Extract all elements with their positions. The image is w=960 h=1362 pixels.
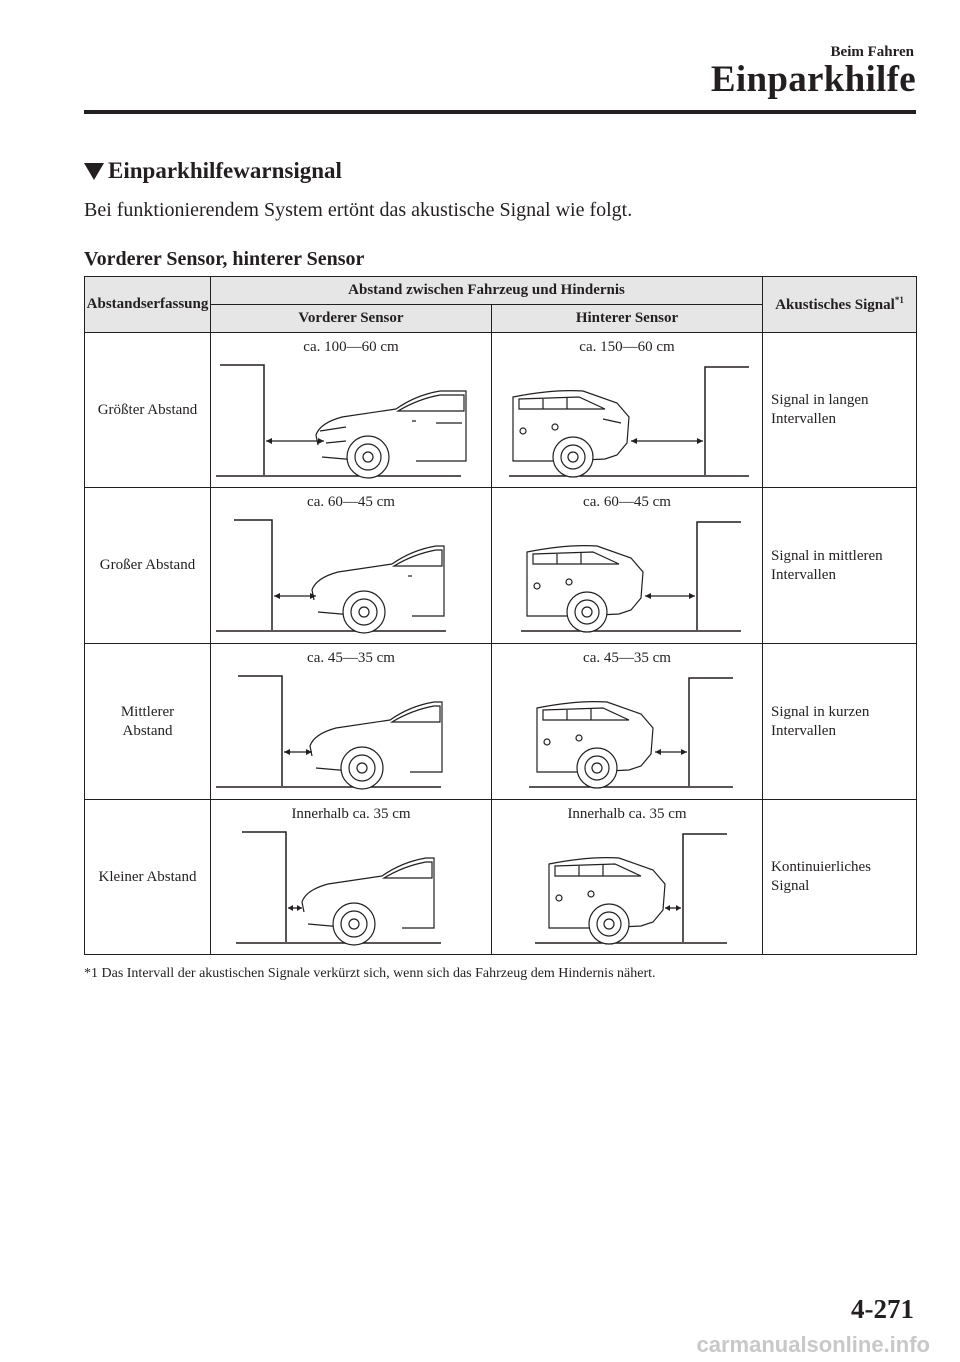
footnote: *1 Das Intervall der akustischen Signale verkürzt sich, wenn sich das Fahrzeug dem Hindernis nähert. — [84, 966, 656, 981]
rear-car-illustration — [497, 824, 757, 949]
rear-distance-range: Innerhalb ca. 35 cm — [567, 806, 687, 822]
table-row — [85, 333, 917, 488]
front-sensor-cell — [211, 488, 492, 644]
front-car-illustration — [216, 357, 486, 482]
header-signal — [763, 277, 917, 333]
header-detection: Abstandserfassung — [85, 277, 211, 333]
page-number: 4-271 — [851, 1294, 914, 1324]
intro-text: Bei funktionierendem System ertönt das akustische Signal wie folgt. — [84, 199, 633, 221]
front-sensor-cell — [211, 800, 492, 955]
front-distance-range: ca. 60—45 cm — [307, 494, 395, 510]
header-signal-text: Akustisches Signal — [775, 297, 895, 313]
rear-sensor-cell — [492, 488, 763, 644]
rear-car-illustration — [497, 512, 757, 637]
header-rule — [84, 110, 916, 114]
warning-signal-table — [84, 276, 917, 955]
chapter-label: Beim Fahren — [830, 44, 914, 60]
front-car-illustration — [216, 824, 486, 949]
page-header-title: Einparkhilfe — [710, 59, 916, 100]
triangle-bullet-icon — [84, 163, 104, 180]
rear-distance-range: ca. 150—60 cm — [579, 339, 675, 355]
front-car-illustration — [216, 512, 486, 637]
signal-description: Signal in mittleren Intervallen — [763, 488, 917, 644]
rear-sensor-cell — [492, 800, 763, 955]
header-rear-sensor: Hinterer Sensor — [492, 305, 763, 333]
distance-category: Mittlerer Abstand — [85, 644, 211, 800]
table-row — [85, 644, 917, 800]
front-distance-range: ca. 100—60 cm — [303, 339, 399, 355]
rear-distance-range: ca. 45—35 cm — [583, 650, 671, 666]
header-distance: Abstand zwischen Fahrzeug und Hindernis — [211, 277, 763, 305]
footnote-mark: *1 — [894, 295, 904, 305]
rear-sensor-cell — [492, 333, 763, 488]
table-row — [85, 488, 917, 644]
distance-category: Größter Abstand — [85, 333, 211, 488]
watermark: carmanualsonline.info — [696, 1332, 930, 1357]
section-title — [84, 158, 342, 184]
front-distance-range: ca. 45—35 cm — [307, 650, 395, 666]
table-row — [85, 800, 917, 955]
front-distance-range: Innerhalb ca. 35 cm — [291, 806, 411, 822]
distance-category: Großer Abstand — [85, 488, 211, 644]
front-sensor-cell — [211, 333, 492, 488]
section-title-text: Einparkhilfewarnsignal — [108, 158, 342, 183]
signal-description: Signal in kurzen Intervallen — [763, 644, 917, 800]
subheading: Vorderer Sensor, hinterer Sensor — [84, 248, 365, 270]
front-car-illustration — [216, 668, 486, 793]
rear-sensor-cell — [492, 644, 763, 800]
rear-car-illustration — [497, 357, 757, 482]
rear-car-illustration — [497, 668, 757, 793]
distance-category: Kleiner Abstand — [85, 800, 211, 955]
signal-description: Kontinuierliches Signal — [763, 800, 917, 955]
rear-distance-range: ca. 60—45 cm — [583, 494, 671, 510]
header-front-sensor: Vorderer Sensor — [211, 305, 492, 333]
signal-description: Signal in langen Intervallen — [763, 333, 917, 488]
front-sensor-cell — [211, 644, 492, 800]
